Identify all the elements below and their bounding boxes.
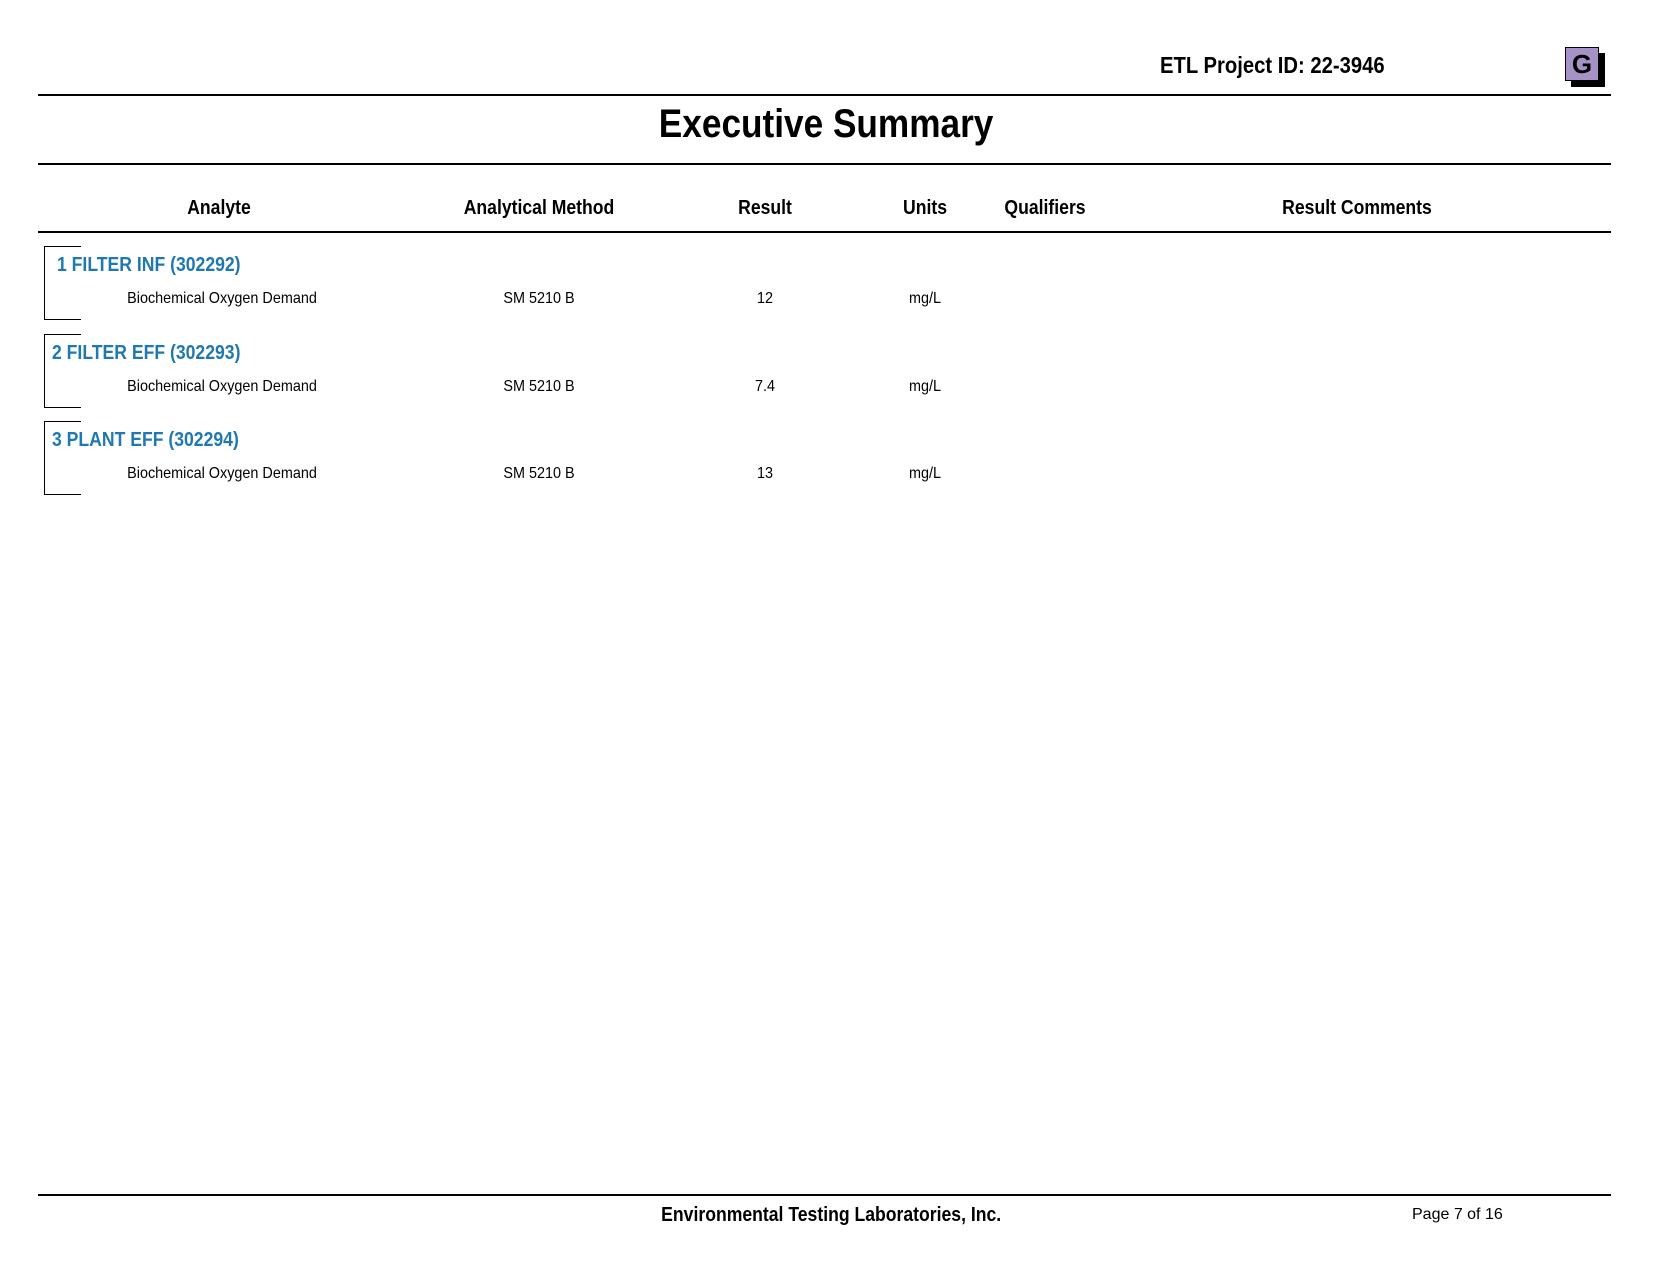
sample-name: 1 FILTER INF (302292) bbox=[57, 254, 241, 276]
page-title bbox=[0, 102, 1653, 147]
units-cell: mg/L bbox=[908, 290, 942, 307]
method-cell: SM 5210 B bbox=[503, 378, 575, 395]
sample-group bbox=[44, 334, 1544, 408]
sample-name: 2 FILTER EFF (302293) bbox=[52, 342, 241, 364]
analyte-cell: Biochemical Oxygen Demand bbox=[127, 378, 317, 395]
project-id: ETL Project ID: 22-3946 bbox=[1160, 52, 1385, 78]
page-number: Page 7 of 16 bbox=[1412, 1206, 1503, 1223]
result-cell: 13 bbox=[756, 465, 774, 482]
page-title-text: Executive Summary bbox=[659, 102, 994, 146]
title-rule bbox=[38, 163, 1611, 165]
footer-company-text: Environmental Testing Laboratories, Inc. bbox=[661, 1204, 1002, 1226]
sample-group bbox=[44, 421, 1544, 495]
method-cell: SM 5210 B bbox=[503, 290, 575, 307]
col-qualifiers: Qualifiers bbox=[1004, 197, 1086, 219]
footer-rule bbox=[38, 1194, 1611, 1196]
col-result: Result bbox=[738, 197, 792, 219]
sample-name: 3 PLANT EFF (302294) bbox=[52, 429, 239, 451]
col-comments: Result Comments bbox=[1282, 197, 1432, 219]
analyte-cell: Biochemical Oxygen Demand bbox=[127, 290, 317, 307]
result-cell: 7.4 bbox=[754, 378, 776, 395]
method-cell: SM 5210 B bbox=[503, 465, 575, 482]
col-analyte: Analyte bbox=[187, 197, 251, 219]
analyte-cell: Biochemical Oxygen Demand bbox=[127, 465, 317, 482]
col-units: Units bbox=[903, 197, 947, 219]
units-cell: mg/L bbox=[908, 378, 942, 395]
sample-group bbox=[44, 246, 1544, 320]
badge-letter: G bbox=[1565, 47, 1599, 81]
report-badge bbox=[1565, 47, 1607, 89]
footer-company bbox=[0, 1204, 1653, 1227]
col-method: Analytical Method bbox=[463, 197, 615, 219]
result-cell: 12 bbox=[756, 290, 774, 307]
header-rule bbox=[38, 94, 1611, 96]
units-cell: mg/L bbox=[908, 465, 942, 482]
column-header-rule bbox=[38, 231, 1611, 233]
